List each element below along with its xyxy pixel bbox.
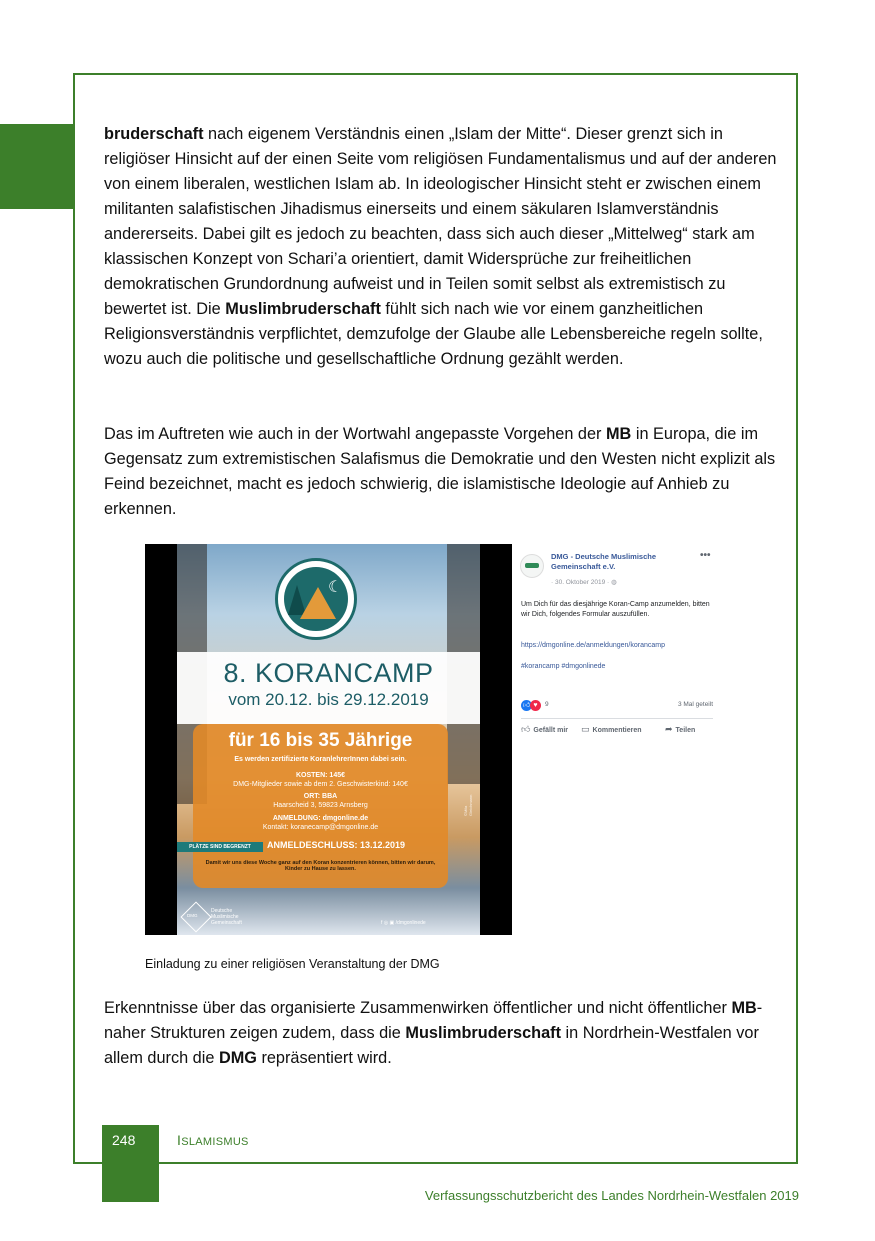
- section-initial: I: [177, 1132, 182, 1148]
- paragraph-text: nach eigenem Verständnis einen „Islam der Mitte“. Dieser grenzt sich in religiöser Hinsicht auf der einen Seite vom religiösen Fundamentalismus und auf der anderen von einem liberalen, westlichen Islam ab. In ideologischer Hinsicht steht er zwischen einem militanten salafistischen Jihadismus einerseits und einem säkularen Islamverständnis andererseits. Dabei gilt es jedoch zu beachten, dass sich auch dieser „Mittelweg“ stark am klassischen Konzept von Schari’a orientiert, damit Widersprüche zur freiheitlichen demokratischen Grundordnung aufweist und in Teilen somit selbst als extremistisch zu bewertet ist. Die: [104, 125, 777, 318]
- page-number: 248: [112, 1132, 136, 1148]
- dmg-org-name: Deutsche Muslimische Gemeinschaft: [211, 908, 242, 926]
- like-button[interactable]: [521, 725, 568, 735]
- paragraph-text: Das im Auftreten wie auch in der Wortwahl angepasste Vorgehen der: [104, 425, 606, 443]
- more-options-icon[interactable]: •••: [700, 550, 711, 561]
- fb-date-text: · 30. Oktober 2019 ·: [551, 579, 610, 586]
- korancamp-logo: [275, 558, 357, 640]
- poster-deadline: ANMELDESCHLUSS: 13.12.2019: [267, 840, 406, 850]
- social-icons: f ◎ ▣: [381, 920, 396, 926]
- paragraph-text: -naher Strukturen zeigen zudem, dass die: [104, 999, 763, 1042]
- poster-limited-badge: PLÄTZE SIND BEGRENZT: [177, 842, 263, 852]
- share-button[interactable]: [665, 725, 695, 735]
- fb-page-name[interactable]: DMG - Deutsche Muslimische Gemeinschaft e.V.: [551, 552, 657, 571]
- section-rest: SLAMISMUS: [181, 1136, 249, 1148]
- thumbs-up-icon: 👍︎: [521, 725, 531, 735]
- photo-credit: ©Mila Gleichmann: [463, 794, 473, 816]
- logo-emblem: [284, 567, 348, 631]
- fb-post-date: [551, 578, 617, 586]
- poster-title: 8. KORANCAMP: [223, 658, 434, 688]
- fb-post-link[interactable]: https://dmgonline.de/anmeldungen/korancamp: [521, 642, 665, 649]
- poster-subline: Es werden zertifizierte KoranlehrerInnen dabei sein.: [234, 756, 407, 763]
- page-avatar[interactable]: [520, 554, 544, 578]
- bold-term: MB: [606, 425, 632, 443]
- poster-address: Haarscheid 3, 59823 Arnsberg: [273, 802, 368, 809]
- paragraph-text: in Nordrhein-Westfalen vor allem durch die: [104, 1024, 759, 1067]
- section-title: [177, 1132, 249, 1148]
- like-label: Gefällt mir: [533, 727, 569, 734]
- bold-term: DMG: [218, 1049, 257, 1067]
- comment-button[interactable]: [581, 725, 642, 735]
- paragraph-text: repräsentiert wird.: [256, 1049, 392, 1067]
- paragraph-text: fühlt sich nach wie vor einem ganzheitlichen Religionsverständnis verpflichtet, demzufolge der Glaube alle Lebensbereiche regeln sollte, wozu auch die politische und gesellschaftliche Ordnung gezählt werden.: [104, 300, 763, 368]
- poster-costs: KOSTEN: 145€: [295, 772, 346, 779]
- event-poster-image: [145, 544, 512, 935]
- paragraph-1: [104, 122, 779, 372]
- bold-term: MB: [731, 999, 757, 1017]
- share-label: Teilen: [675, 727, 696, 734]
- love-reaction-icon: ♥: [530, 700, 541, 711]
- fb-reaction-count[interactable]: 9: [545, 701, 549, 708]
- paragraph-text: Erkenntnisse über das organisierte Zusammenwirken öffentlicher und nicht öffentlicher: [104, 999, 732, 1017]
- share-icon: ➦: [665, 725, 673, 735]
- comment-icon: ▭: [581, 725, 590, 735]
- paragraph-3: [104, 996, 779, 1071]
- paragraph-2: [104, 422, 779, 522]
- poster-costs-note: DMG-Mitglieder sowie ab dem 2. Geschwisterkind: 140€: [233, 781, 408, 788]
- poster-footer-note: Damit wir uns diese Woche ganz auf den Koran konzentrieren können, bitten wir darum, Kinder zu Hause zu lassen.: [205, 860, 436, 872]
- poster-title-band: [177, 652, 480, 724]
- poster-registration: ANMELDUNG: dmgonline.de: [272, 815, 369, 822]
- poster-social-handle: [381, 920, 426, 926]
- footer-text: Verfassungsschutzbericht des Landes Nordrhein-Westfalen 2019: [424, 1188, 799, 1203]
- bold-term: Muslimbruderschaft: [405, 1024, 561, 1042]
- fb-post-text: Um Dich für das diesjährige Koran-Camp anzumelden, bitten wir Dich, folgendes Formular auszufüllen.: [521, 601, 710, 618]
- poster-contact: Kontakt: koranecamp@dmgonline.de: [262, 824, 379, 831]
- fb-share-count[interactable]: 3 Mal geteilt: [677, 701, 713, 708]
- poster-info-box: [189, 724, 448, 888]
- paragraph-text: in Europa, die im Gegensatz zum extremistischen Salafismus die Demokratie und den Westen nicht explizit als Feind bezeichnet, macht es jedoch schwierig, die islamistische Ideologie auf Anhieb zu erkennen.: [104, 425, 776, 518]
- bold-term: bruderschaft: [104, 125, 204, 143]
- poster-headline: für 16 bis 35 Jährige: [228, 730, 413, 751]
- globe-icon: ◍: [610, 578, 617, 586]
- dmg-org-short: DMG: [187, 913, 198, 918]
- bold-term: Muslimbruderschaft: [225, 300, 381, 318]
- chapter-tab: [0, 124, 75, 209]
- like-reaction-icon: 👍︎: [522, 702, 531, 709]
- dmg-logo-icon: [525, 563, 539, 568]
- divider: [521, 718, 713, 719]
- crescent-moon-icon: ☾: [328, 577, 343, 596]
- fb-reactions-bar: [521, 700, 713, 712]
- poster-place: ORT: BBA: [303, 793, 338, 800]
- fb-hashtags[interactable]: #korancamp #dmgonlinede: [521, 663, 606, 670]
- poster: [177, 544, 480, 935]
- social-handle: /dmgonlinede: [395, 920, 426, 926]
- figure-caption: Einladung zu einer religiösen Veranstaltung der DMG: [145, 957, 440, 971]
- comment-label: Kommentieren: [592, 727, 642, 734]
- poster-dates: vom 20.12. bis 29.12.2019: [228, 690, 429, 709]
